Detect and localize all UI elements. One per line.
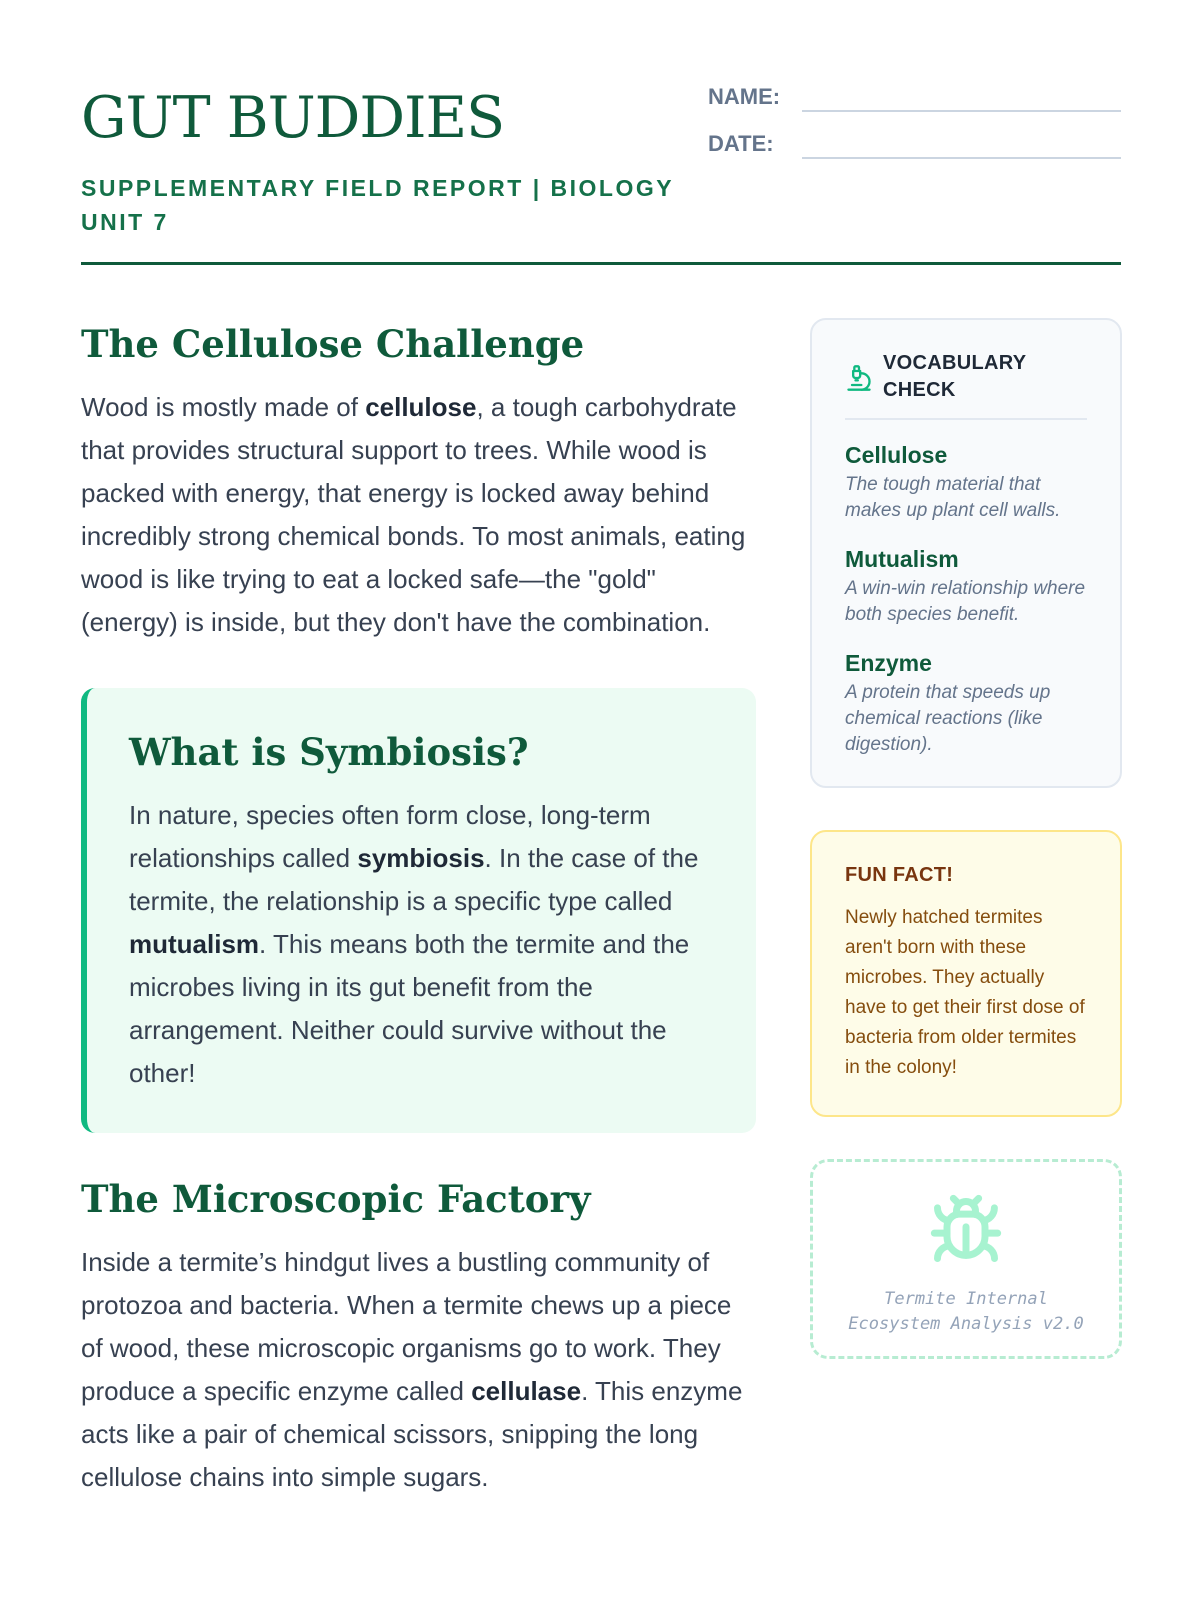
fun-fact-body: Newly hatched termites aren't born with these microbes. They actually have to get their first dose of bacteria from older termites in the colony!: [845, 907, 1085, 1078]
term-name: Cellulose: [845, 442, 948, 468]
section-factory: [81, 1175, 756, 1499]
vocab-term: [845, 648, 1087, 758]
symbiosis-callout: [81, 688, 756, 1133]
vocab-term: [845, 544, 1087, 628]
section-paragraph: [81, 386, 756, 644]
section-paragraph: [81, 1241, 756, 1499]
analysis-caption: [813, 1287, 1119, 1337]
vocabulary-title: VOCABULARY CHECK: [883, 352, 1027, 401]
section-heading: The Microscopic Factory: [81, 1177, 591, 1221]
date-label: DATE:: [708, 131, 774, 156]
bold-term: mutualism: [129, 929, 260, 959]
header: [81, 80, 1121, 265]
caption-line: Ecosystem Analysis v2.0: [848, 1314, 1084, 1334]
caption-line: Termite Internal: [884, 1289, 1048, 1309]
date-field[interactable]: [802, 157, 1121, 159]
vocab-term: [845, 440, 1087, 524]
bold-term: symbiosis: [357, 843, 485, 873]
fun-fact-card: [810, 830, 1122, 1117]
page-subtitle: SUPPLEMENTARY FIELD REPORT | BIOLOGY UNIT 7: [81, 175, 674, 235]
text-run: . This enzyme acts like a pair of chemical scissors, snipping the long cellulose chains into simple sugars.: [81, 1376, 743, 1492]
term-definition: A protein that speeds up chemical reactions (like digestion).: [845, 682, 1051, 755]
fun-fact-title: FUN FACT!: [845, 864, 954, 886]
section-heading: The Cellulose Challenge: [81, 322, 585, 366]
sidebar: [810, 318, 1122, 1359]
text-run: , a tough carbohydrate that provides structural support to trees. While wood is packed with energy, that energy is locked away behind incredibly strong chemical bonds. To most animals, eating wood is like trying to eat a locked safe—the "gold" (energy) is inside, but they don't have the combination.: [81, 392, 746, 637]
microscope-icon: [845, 364, 873, 392]
bug-icon: [928, 1192, 1004, 1268]
page-title: GUT BUDDIES: [81, 85, 505, 151]
term-definition: The tough material that makes up plant cell walls.: [845, 474, 1061, 521]
term-name: Enzyme: [845, 650, 932, 676]
vocabulary-header: [845, 350, 1087, 420]
text-run: Wood is mostly made of: [81, 392, 366, 422]
vocabulary-card: [810, 318, 1122, 788]
date-field-row: [708, 127, 1121, 174]
text-run: . This means both the termite and the microbes living in its gut benefit from the arrangement. Neither could survive without the other!: [129, 929, 690, 1088]
main-column: [81, 320, 756, 1499]
text-run: In nature, species often form close, long-term relationships called: [129, 800, 651, 873]
title-block: [81, 80, 681, 239]
text-run: . In the case of the termite, the relationship is a specific type called: [129, 843, 699, 916]
analysis-placeholder: [810, 1159, 1122, 1359]
term-definition: A win-win relationship where both species benefit.: [845, 578, 1086, 625]
term-name: Mutualism: [845, 546, 959, 572]
callout-heading: What is Symbiosis?: [129, 730, 529, 774]
student-fields: [708, 80, 1121, 174]
text-run: Inside a termite’s hindgut lives a bustling community of protozoa and bacteria. When a termite chews up a piece of wood, these microscopic organisms go to work. They produce a specific enzyme called: [81, 1247, 732, 1406]
name-field[interactable]: [802, 110, 1121, 112]
name-field-row: [708, 80, 1121, 127]
name-label: NAME:: [708, 84, 781, 109]
section-cellulose: [81, 320, 756, 644]
callout-paragraph: [129, 794, 716, 1095]
bold-term: cellulose: [365, 392, 477, 422]
bold-term: cellulase: [471, 1376, 582, 1406]
